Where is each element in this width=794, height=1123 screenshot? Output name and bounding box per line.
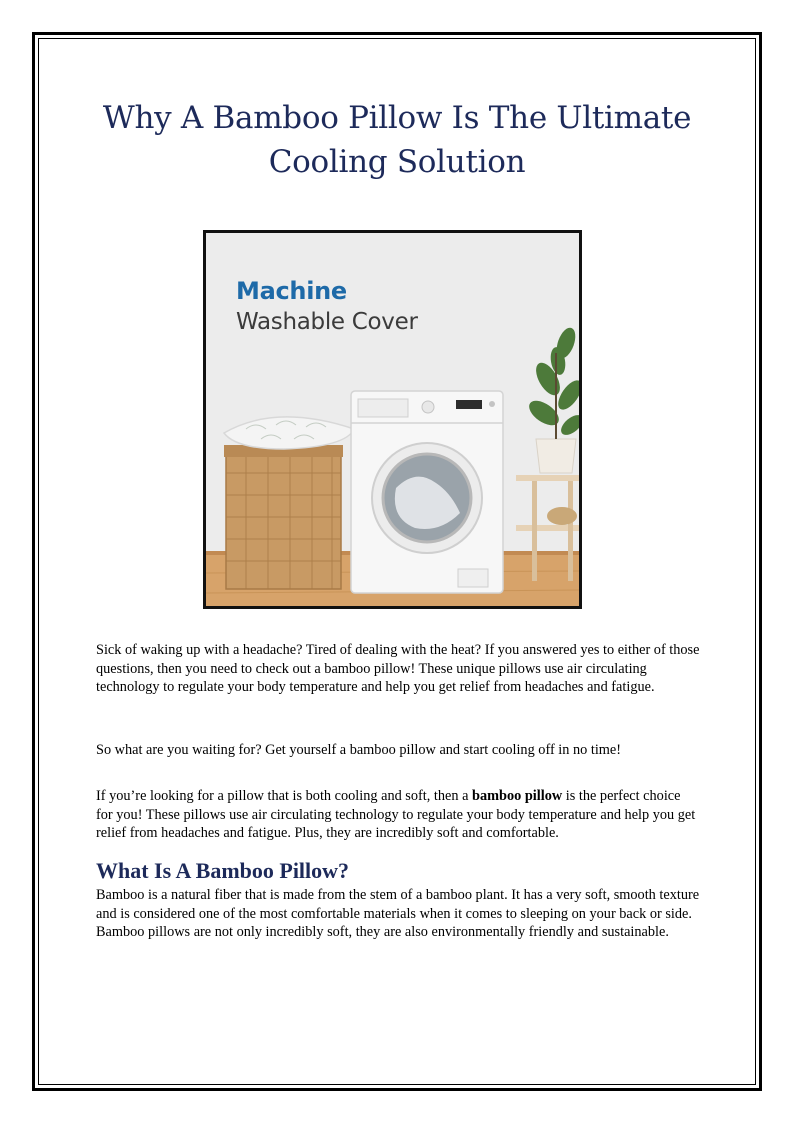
- hero-caption-machine: Machine: [236, 277, 347, 305]
- hero-caption-washable-cover: Washable Cover: [236, 309, 418, 335]
- paragraph-text: is the perfect choice for you! These pillows use air circulating technology to regulate your body temperature and help you get relief from headaches and fatigue. Plus, they are incredibly soft and comfortable.: [96, 788, 696, 841]
- call-to-action-paragraph: So what are you waiting for? Get yourself a bamboo pillow and start cooling off in no time!: [96, 742, 622, 758]
- cooling-soft-paragraph: [96, 787, 700, 843]
- bamboo-pillow-bold: bamboo pillow: [472, 788, 563, 804]
- page-title: Why A Bamboo Pillow Is The Ultimate Cooling Solution: [102, 100, 692, 180]
- section-body-paragraph: Bamboo is a natural fiber that is made from the stem of a bamboo plant. It has a very soft, smooth texture and is considered one of the most comfortable materials when it comes to sleeping on your back or side. Bamboo pillows are not only incredibly soft, they are also environmentally friendly and sustainable.: [96, 887, 700, 940]
- paragraph-text: If you’re looking for a pillow that is both cooling and soft, then a: [96, 788, 473, 804]
- section-heading: What Is A Bamboo Pillow?: [96, 858, 350, 883]
- hero-image: [203, 230, 582, 609]
- intro-paragraph: Sick of waking up with a headache? Tired of dealing with the heat? If you answered yes to either of those questions, then you need to check out a bamboo pillow! These unique pillows use air circulating technology to regulate your body temperature and help you get relief from headaches and fatigue.: [96, 642, 700, 695]
